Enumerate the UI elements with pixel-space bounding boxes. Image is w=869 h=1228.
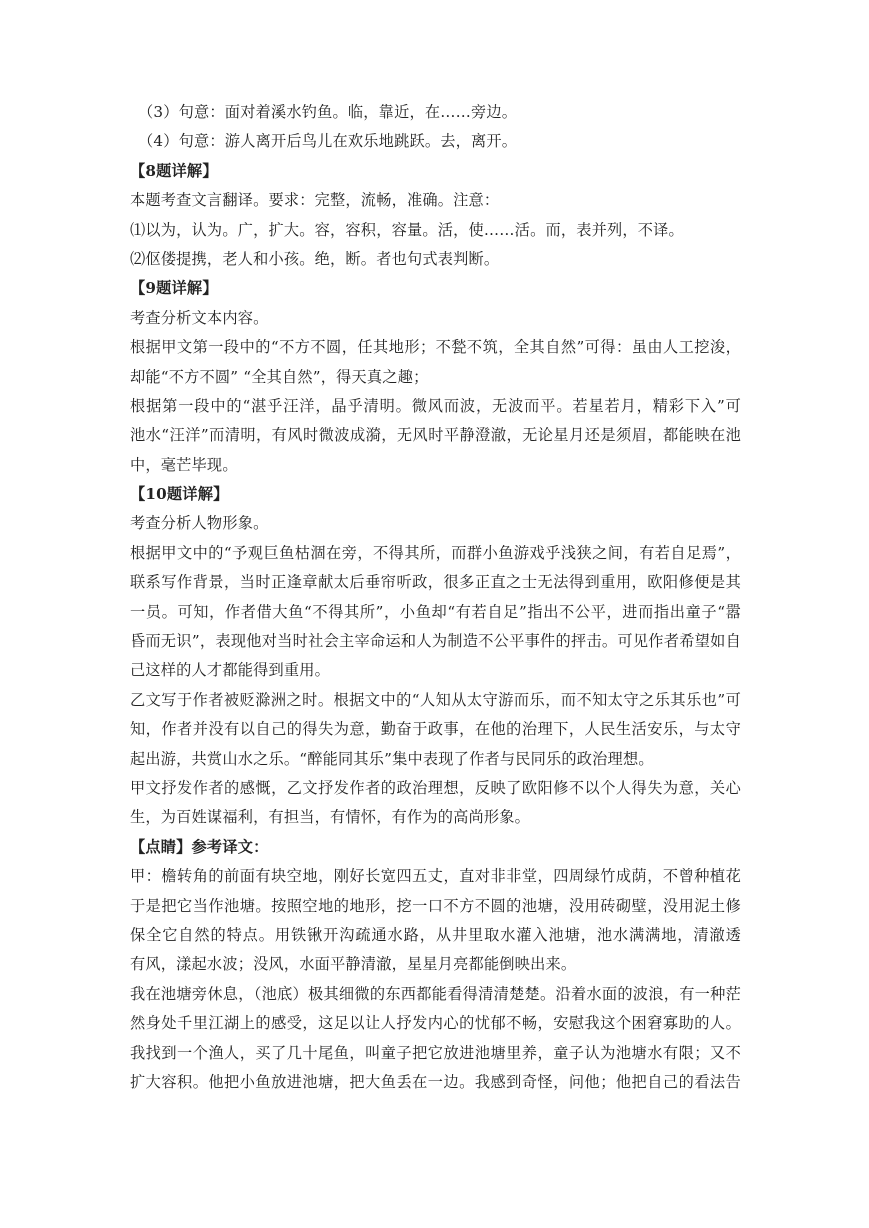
text-line: 甲：檐转角的前面有块空地，刚好长宽四五丈，直对非非堂，四周绿竹成荫，不曾种植花 — [130, 867, 741, 886]
text-line: 池水“汪洋”而清明，有风时微波成漪，无风时平静澄澈，无论星月还是须眉，都能映在池 — [130, 426, 741, 445]
text-line: （3）句意：面对着溪水钓鱼。临，靠近，在……旁边。 — [138, 103, 518, 121]
text-line: 己这样的人才都能得到重用。 — [130, 661, 331, 680]
text-line: （4）句意：游人离开后鸟儿在欢乐地跳跃。去，离开。 — [138, 132, 518, 151]
text-line: 却能“不方不圆” “全其自然”，得天真之趣； — [130, 367, 429, 386]
text-line: 扩大容积。他把小鱼放进池塘，把大鱼丢在一边。我感到奇怪，问他；他把自己的看法告 — [130, 1072, 741, 1091]
text-line: 根据甲文中的“予观巨鱼枯涸在旁，不得其所，而群小鱼游戏乎浅狭之间，有若自足焉”， — [130, 543, 741, 562]
section-heading: 【8题详解】 — [130, 161, 218, 180]
text-line: 我找到一个渔人，买了几十尾鱼，叫童子把它放进池塘里养，童子认为池塘水有限；又不 — [130, 1043, 741, 1062]
text-line: 于是把它当作池塘。按照空地的地形，挖一口不方不圆的池塘，没用砖砌壁，没用泥土修 — [130, 896, 741, 915]
text-line: 有风，漾起水波；没风，水面平静清澈，星星月亮都能倒映出来。 — [130, 955, 577, 974]
text-line: 根据第一段中的“湛乎汪洋，晶乎清明。微风而波，无波而平。若星若月，精彩下入”可 — [130, 396, 741, 415]
text-line: 考查分析人物形象。 — [130, 514, 269, 533]
text-line: 考查分析文本内容。 — [130, 308, 269, 327]
text-line: ⑵伛偻提携，老人和小孩。绝，断。者也句式表判断。 — [130, 249, 500, 268]
section-heading: 【9题详解】 — [130, 279, 218, 298]
text-line: 乙文写于作者被贬滁洲之时。根据文中的“人知从太守游而乐，而不知太守之乐其乐也”可 — [130, 690, 741, 709]
text-line: 根据甲文第一段中的“不方不圆，任其地形；不甃不筑，全其自然”可得：虽由人工挖浚， — [130, 338, 741, 357]
text-line: ⑴以为，认为。广，扩大。容，容积，容量。活，使……活。而，表并列，不译。 — [130, 220, 684, 239]
text-line: 一员。可知，作者借大鱼“不得其所”，小鱼却“有若自足”指出不公平，进而指出童子“嚣 — [130, 602, 741, 621]
text-line: 保全它自然的特点。用铁锹开沟疏通水路，从井里取水灌入池塘，池水满满地，清澈透 — [130, 925, 741, 944]
text-line: 然身处千里江湖上的感受，这足以让人抒发内心的忧郁不畅，安慰我这个困窘寡助的人。 — [130, 1014, 741, 1033]
section-heading: 【10题详解】 — [130, 485, 229, 504]
text-line: 生，为百姓谋福利，有担当，有情怀，有作为的高尚形象。 — [130, 808, 531, 827]
section-heading: 【点睛】参考译文： — [130, 837, 269, 856]
text-line: 中，毫芒毕现。 — [130, 455, 238, 474]
text-line: 甲文抒发作者的感慨，乙文抒发作者的政治理想，反映了欧阳修不以个人得失为意，关心 — [130, 778, 741, 797]
text-line: 昏而无识”，表现他对当时社会主宰命运和人为制造不公平事件的抨击。可见作者希望如自 — [130, 632, 741, 651]
text-line: 知，作者并没有以自己的得失为意，勤奋于政事，在他的治理下，人民生活安乐，与太守 — [130, 720, 741, 739]
text-line: 起出游，共赏山水之乐。“醉能同其乐”集中表现了作者与民同乐的政治理想。 — [130, 749, 654, 768]
text-line: 我在池塘旁休息，（池底）极其细微的东西都能看得清清楚楚。沿着水面的波浪，有一种茫 — [130, 984, 741, 1003]
text-line: 本题考查文言翻译。要求：完整，流畅，准确。注意： — [130, 191, 500, 210]
text-line: 联系写作背景，当时正逢章献太后垂帘听政，很多正直之士无法得到重用，欧阳修便是其 — [130, 573, 741, 592]
